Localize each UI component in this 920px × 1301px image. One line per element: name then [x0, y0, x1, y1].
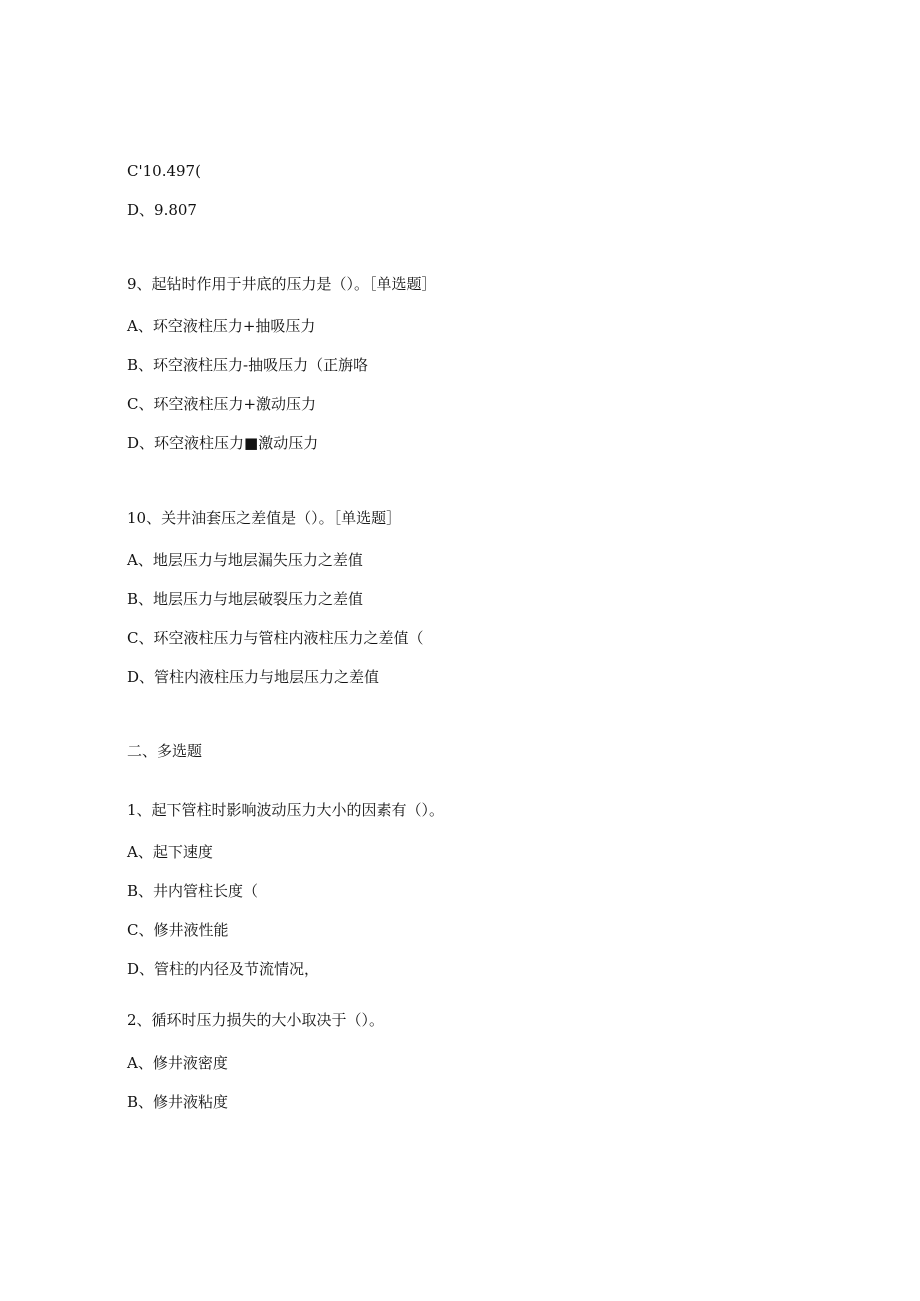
q10-option-c: C、环空液柱压力与管柱内液柱压力之差值（: [127, 629, 424, 647]
question-10: 10、关井油套压之差值是（）。［单选题］: [127, 509, 402, 527]
mc-question-2: 2、循环时压力损失的大小取决于（）。: [127, 1011, 385, 1029]
q10-option-d: D、管柱内液柱压力与地层压力之差值: [127, 668, 380, 686]
q10-option-a: A、地层压力与地层漏失压力之差值: [127, 551, 363, 569]
question-9: 9、起钻时作用于井底的压力是（）。［单选题］: [127, 275, 437, 293]
q10-option-b: B、地层压力与地层破裂压力之差值: [127, 590, 364, 608]
q9-option-b: B、环空液柱压力-抽吸压力（正旃咯: [127, 356, 369, 374]
mc-q1-option-b: B、井内管柱长度（: [127, 882, 259, 900]
mc-q2-option-a: A、修井液密度: [127, 1054, 228, 1072]
mc-q1-option-d: D、管柱的内径及节流情况，: [127, 960, 320, 978]
mc-question-1: 1、起下管柱时影响波动压力大小的因素有（）。: [127, 801, 445, 819]
q9-option-d: D、环空液柱压力■激动压力: [127, 434, 319, 452]
option-c-prev-question: C'10.497(: [127, 162, 201, 180]
section-heading-multiple-choice: 二、多选题: [127, 742, 203, 760]
option-d-prev-question: D、9.807: [127, 201, 197, 219]
mc-q1-option-c: C、修井液性能: [127, 921, 229, 939]
q9-option-a: A、环空液柱压力+抽吸压力: [127, 317, 316, 335]
q9-option-c: C、环空液柱压力+激动压力: [127, 395, 317, 413]
mc-q1-option-a: A、起下速度: [127, 843, 213, 861]
mc-q2-option-b: B、修井液粘度: [127, 1093, 229, 1111]
